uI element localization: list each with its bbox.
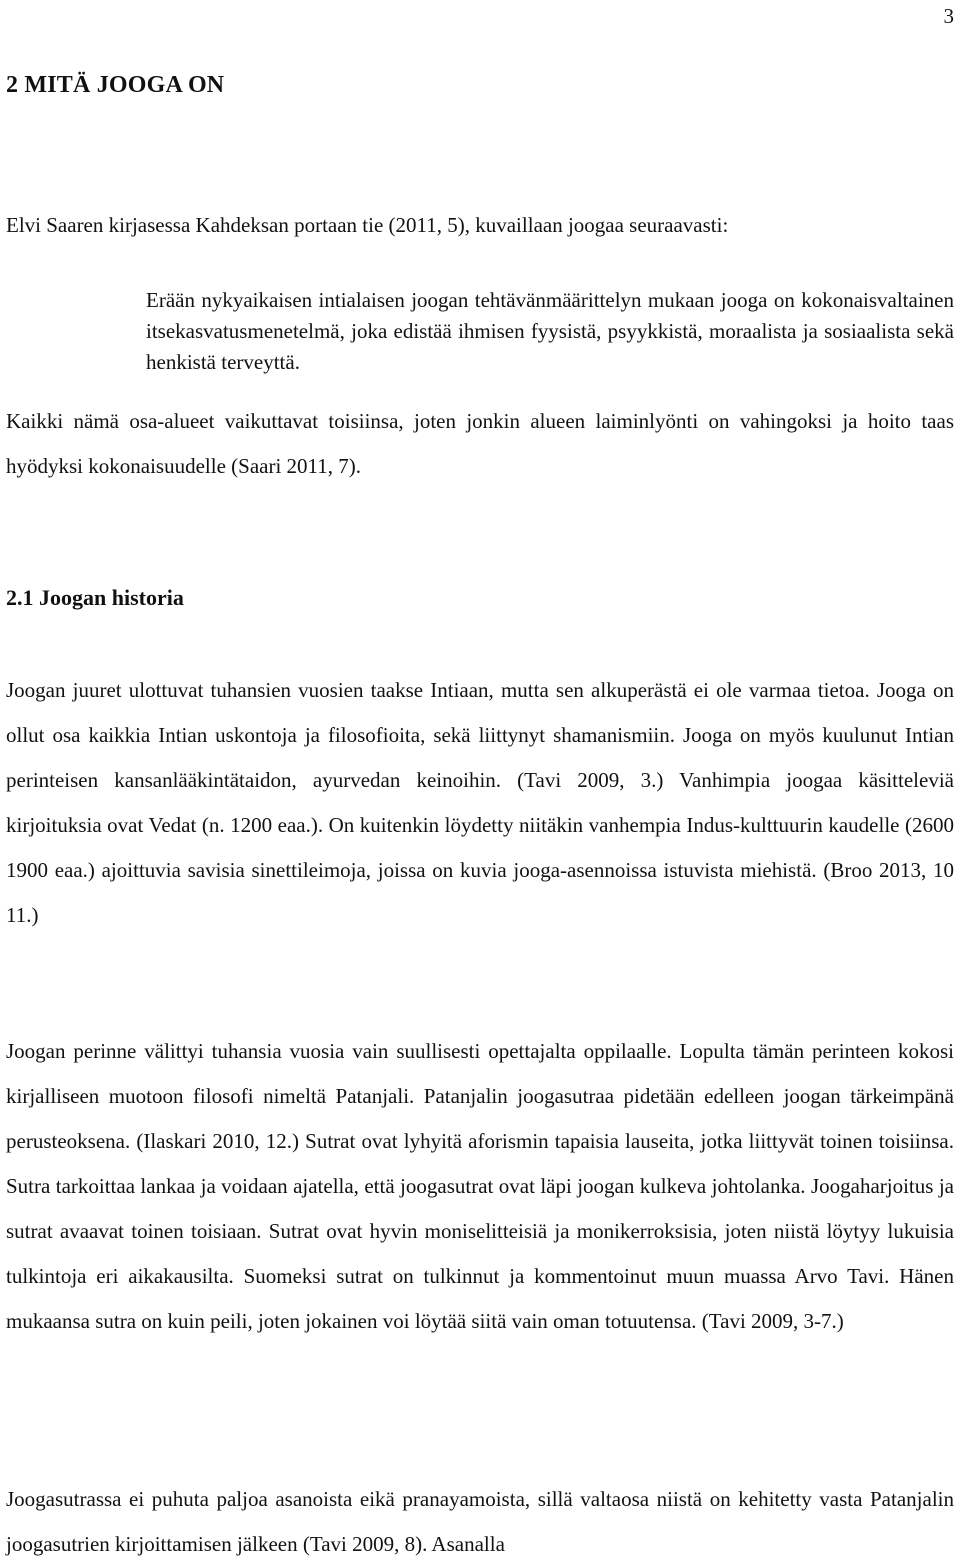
section-heading: 2.1 Joogan historia <box>6 585 184 610</box>
body-paragraph-1: Kaikki nämä osa-alueet vaikuttavat toisiinsa, joten jonkin alueen laiminlyönti on vahingoksi ja hoito taas hyödyksi kokonaisuudelle (Saari 2011, 7). <box>6 409 954 478</box>
block-quote: Erään nykyaikaisen intialaisen joogan tehtävänmäärittelyn mukaan jooga on kokonaisvaltainen itsekasvatusmenetelmä, joka edistää ihmisen fyysistä, psyykkistä, moraalista ja sosiaalista sekä henkistä terveyttä. <box>146 288 954 374</box>
intro-paragraph: Elvi Saaren kirjasessa Kahdeksan portaan tie (2011, 5), kuvaillaan joogaa seuraavasti: <box>6 213 729 237</box>
body-paragraph-4: Joogasutrassa ei puhuta paljoa asanoista eikä pranayamoista, sillä valtaosa niistä on kehitetty vasta Patanjalin joogasutrien kirjoittamisen jälkeen (Tavi 2009, 8). Asanalla <box>6 1487 954 1556</box>
chapter-heading: 2 MITÄ JOOGA ON <box>6 72 225 98</box>
body-paragraph-3: Joogan perinne välittyi tuhansia vuosia vain suullisesti opettajalta oppilaalle. Lopulta tämän perinteen kokosi kirjalliseen muotoon filosofi nimeltä Patanjali. Patanjalin joogasutraa pidetään edelleen joogan tärkeimpänä perusteoksena. (Ilaskari 2010, 12.) Sutrat ovat lyhyitä aforismin tapaisia lauseita, jotka liittyvät toinen toisiinsa. Sutra tarkoittaa lankaa ja voidaan ajatella, että joogasutrat ovat läpi joogan kulkeva johtolanka. Joogaharjoitus ja sutrat avaavat toinen toisiaan. Sutrat ovat hyvin moniselitteisiä ja monikerroksisia, joten niistä löytyy lukuisia tulkintoja eri aikakausilta. Suomeksi sutrat on tulkinnut ja kommentoinut muun muassa Arvo Tavi. Hänen mukaansa sutra on kuin peili, joten jokainen voi löytää siitä vain oman totuutensa. (Tavi 2009, 3-7.) <box>6 1039 954 1333</box>
page-number: 3 <box>943 4 954 28</box>
body-paragraph-2: Joogan juuret ulottuvat tuhansien vuosien taakse Intiaan, mutta sen alkuperästä ei ole varmaa tietoa. Jooga on ollut osa kaikkia Intian uskontoja ja filosofioita, sekä liittynyt shamanismiin. Jooga on myös kuulunut Intian perinteisen kansanlääkintätaidon, ayurvedan keinoihin. (Tavi 2009, 3.) Vanhimpia joogaa käsitteleviä kirjoituksia ovat Vedat (n. 1200 eaa.). On kuitenkin löydetty niitäkin vanhempia Indus-kulttuurin kaudelle (2600 1900 eaa.) ajoittuvia savisia sinettileimoja, joissa on kuvia jooga-asennoissa istuvista miehistä. (Broo 2013, 10 11.) <box>6 678 954 927</box>
